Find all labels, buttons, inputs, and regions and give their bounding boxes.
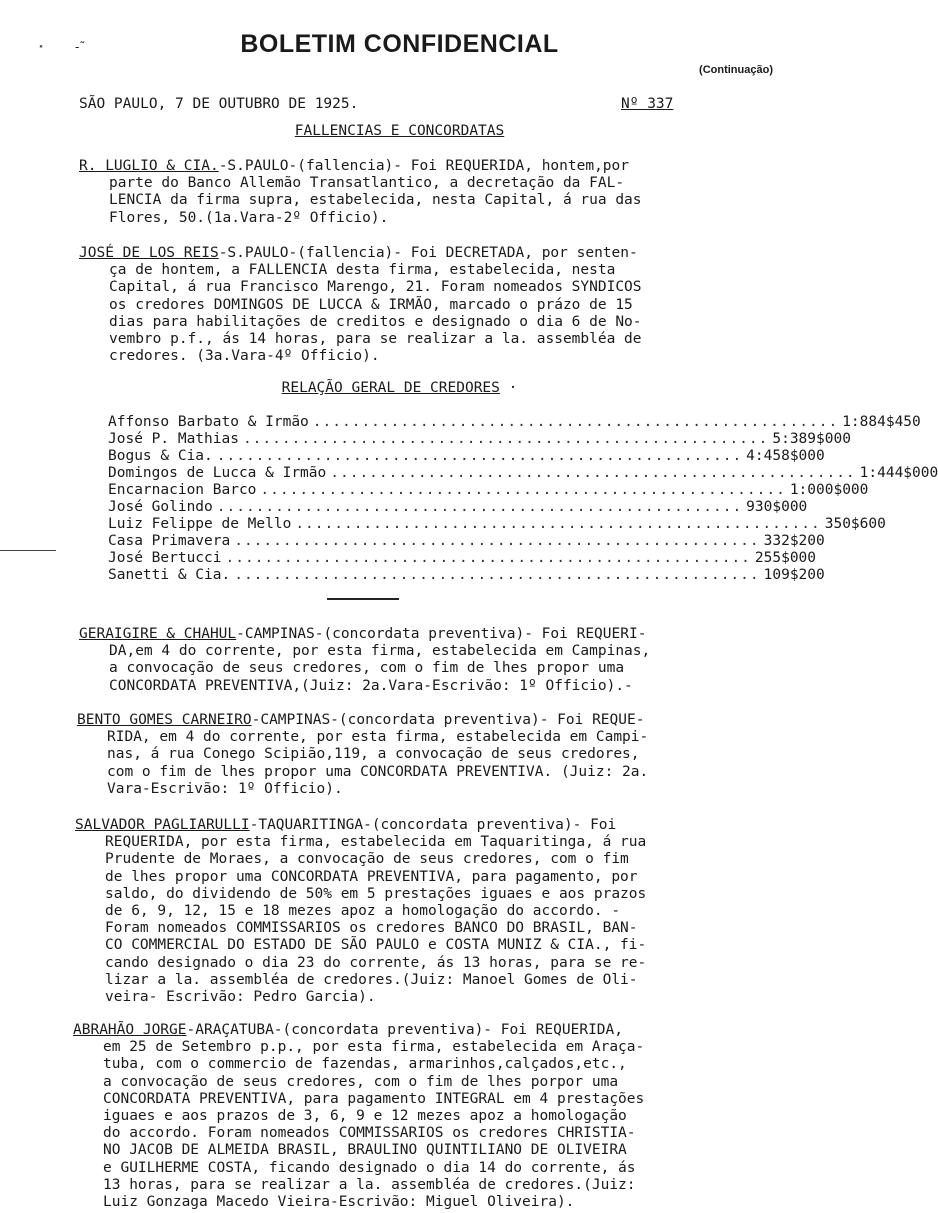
entry-line: do accordo. Foram nomeados COMMISSARIOS os credores CHRISTIA- [103, 1125, 636, 1142]
entry-line: iguaes e aos prazos de 3, 6, 9 e 12 mezes apoz a homologação [103, 1108, 627, 1125]
ink-speck: ˟ [38, 44, 44, 58]
creditor-amount: 930$000 [746, 499, 808, 515]
entry-line: 13 horas, para se realizar a la. assembléa de credores.(Juiz: [103, 1176, 636, 1193]
dateline: SÃO PAULO, 7 DE OUTUBRO DE 1925. [79, 96, 359, 112]
entry-first-text: -S.PAULO-(fallencia)- Foi DECRETADA, por senten- [218, 245, 638, 261]
creditor-row [108, 414, 921, 431]
entry-firm-name: BENTO GOMES CARNEIRO [77, 712, 252, 728]
creditor-amount: 1:000$000 [789, 482, 869, 498]
creditor-row [108, 431, 851, 448]
entry-first-text: -ARAÇATUBA-(concordata preventiva)- Foi REQUERIDA, [186, 1022, 623, 1038]
creditor-row [108, 533, 825, 550]
entry-los-reis [79, 245, 642, 365]
entry-first-line [79, 626, 650, 643]
creditor-name: José Golindo [108, 499, 213, 515]
leader-dots: ...................................................... [234, 533, 760, 549]
entry-line: em 25 de Setembro p.p., por esta firma, estabelecida em Araça- [103, 1039, 645, 1056]
entry-line: RIDA, em 4 do corrente, por esta firma, estabelecida em Campi- [107, 729, 649, 746]
creditor-name: Casa Primavera [108, 533, 231, 549]
entry-line: com o fim de lhes propor uma CONCORDATA PREVENTIVA. (Juiz: 2a. [107, 763, 649, 780]
creditor-amount: 1:444$000 [859, 465, 938, 481]
creditor-name: Domingos de Lucca & Irmão [108, 465, 327, 481]
entry-first-line [79, 158, 642, 175]
section-title [0, 123, 799, 139]
leader-dots: ...................................................... [312, 414, 839, 430]
entry-line: a convocação de seus credores, com o fim de lhes propor uma [109, 660, 625, 677]
creditor-row [108, 482, 869, 499]
leader-dots: ...................................................... [216, 448, 743, 464]
margin-mark [0, 550, 56, 551]
entry-line: dias para habilitações de creditos e designado o dia 6 de No- [109, 313, 642, 330]
entry-line: Luiz Gonzaga Macedo Vieira-Escrivão: Miguel Oliveira). [103, 1194, 575, 1211]
leader-dots: ...................................................... [225, 550, 751, 566]
creditor-name: Luiz Felippe de Mello [108, 516, 292, 532]
entry-firm-name: ABRAHÃO JORGE [73, 1022, 187, 1038]
leader-dots: ...................................................... [242, 431, 769, 447]
entry-firm-name: JOSÉ DE LOS REIS [79, 245, 219, 261]
entry-line: credores. (3a.Vara-4º Officio). [109, 348, 380, 365]
leader-dots: ...................................................... [295, 516, 821, 532]
creditor-amount: 1:884$450 [842, 414, 921, 430]
entry-abrahao [73, 1022, 644, 1211]
section-title-text: FALLENCIAS E CONCORDATAS [294, 123, 505, 139]
creditor-amount: 109$200 [763, 567, 825, 583]
entry-pagliarulli [75, 817, 646, 1006]
entry-first-text: -TAQUARITINGA-(concordata preventiva)- Foi [249, 817, 617, 833]
leader-dots: ...................................................... [216, 499, 743, 515]
entry-first-line [73, 1022, 644, 1039]
entry-first-text: -CAMPINAS-(concordata preventiva)- Foi REQUE- [251, 712, 645, 728]
entry-line: tuba, com o commercio de fazendas, armarinhos,calçados,etc., [103, 1056, 627, 1073]
leader-dots: ...................................................... [330, 465, 856, 481]
creditor-amount: 350$600 [824, 516, 886, 532]
entry-line: CONCORDATA PREVENTIVA,(Juiz: 2a.Vara-Escrivão: 1º Officio).- [109, 677, 633, 694]
creditor-name: Encarnacion Barco [108, 482, 257, 498]
creditor-row [108, 567, 825, 584]
section-divider [327, 598, 399, 600]
entry-line: vembro p.f., ás 14 horas, para se realizar a la. assembléa de [109, 331, 642, 348]
entry-line: NO JACOB DE ALMEIDA BRASIL, BRAULINO QUINTILIANO DE OLIVEIRA [103, 1142, 627, 1159]
entry-line: Prudente de Moraes, a convocação de seus credores, com o fim [105, 851, 629, 868]
creditor-name: Sanetti & Cia. [108, 567, 231, 583]
entry-line: Capital, á rua Francisco Marengo, 21. Foram nomeados SYNDICOS [109, 279, 642, 296]
entry-line: Flores, 50.(1a.Vara-2º Officio). [109, 209, 389, 226]
entry-bento [77, 712, 648, 798]
entry-line: de lhes propor uma CONCORDATA PREVENTIVA, para pagamento, por [105, 868, 638, 885]
ink-speck: -˜ [75, 40, 86, 54]
entry-first-line [75, 817, 646, 834]
creditor-row [108, 550, 817, 567]
entry-line: CO COMMERCIAL DO ESTADO DE SÃO PAULO e COSTA MUNIZ & CIA., fi- [105, 937, 647, 954]
creditor-amount: 255$000 [754, 550, 817, 566]
entry-line: saldo, do dividendo de 50% em 5 prestações iguaes e aos prazos [105, 885, 647, 902]
ink-mark: · [508, 380, 518, 396]
creditors-title [0, 380, 799, 396]
entry-geraigire [79, 626, 650, 695]
creditor-row [108, 465, 938, 482]
bulletin-title: BOLETIM CONFIDENCIAL [240, 30, 559, 58]
entry-line: nas, á rua Conego Scipião,119, a convocação de seus credores, [107, 746, 640, 763]
entry-line: LENCIA da firma supra, estabelecida, nesta Capital, á rua das [109, 192, 642, 209]
creditor-amount: 332$200 [763, 533, 825, 549]
creditor-name: José Bertucci [108, 550, 222, 566]
creditor-name: Bogus & Cia. [108, 448, 213, 464]
creditor-amount: 5:389$000 [772, 431, 851, 447]
creditor-row [108, 499, 808, 516]
creditor-name: José P. Mathias [108, 431, 239, 447]
leader-dots: ...................................................... [260, 482, 786, 498]
entry-line: de 6, 9, 12, 15 e 18 mezes apoz a homologação do accordo. - [105, 903, 621, 920]
entry-line: Vara-Escrivão: 1º Officio). [107, 780, 343, 797]
entry-line: veira- Escrivão: Pedro Garcia). [105, 989, 376, 1006]
continuation-label: (Continuação) [699, 64, 773, 76]
entry-line: DA,em 4 do corrente, por esta firma, estabelecida em Campinas, [109, 643, 651, 660]
entry-first-text: -S.PAULO-(fallencia)- Foi REQUERIDA, hontem,por [218, 158, 629, 174]
creditor-row [108, 516, 886, 533]
creditor-name: Affonso Barbato & Irmão [108, 414, 309, 430]
entry-line: Foram nomeados COMMISSARIOS os credores BANCO DO BRASIL, BAN- [105, 920, 638, 937]
creditor-row [108, 448, 825, 465]
entry-firm-name: GERAIGIRE & CHAHUL [79, 626, 237, 642]
creditor-amount: 4:458$000 [746, 448, 825, 464]
entry-first-line [77, 712, 648, 729]
creditors-list [108, 414, 938, 584]
entry-line: ça de hontem, a FALLENCIA desta firma, estabelecida, nesta [109, 262, 616, 279]
creditors-title-text: RELAÇÃO GERAL DE CREDORES [281, 380, 500, 396]
entry-line: a convocação de seus credores, com o fim de lhes porpor uma [103, 1073, 619, 1090]
entry-first-line [79, 245, 642, 262]
entry-line: os credores DOMINGOS DE LUCCA & IRMÃO, marcado o prázo de 15 [109, 296, 633, 313]
entry-luglio [79, 158, 642, 227]
entry-line: cando designado o dia 23 do corrente, ás 13 horas, para se re- [105, 954, 647, 971]
entry-firm-name: SALVADOR PAGLIARULLI [75, 817, 250, 833]
issue-number: Nº 337 [621, 96, 674, 112]
entry-firm-name: R. LUGLIO & CIA. [79, 158, 219, 174]
entry-line: parte do Banco Allemão Transatlantico, a decretação da FAL- [109, 175, 625, 192]
leader-dots: ...................................................... [234, 567, 760, 583]
entry-line: e GUILHERME COSTA, ficando designado o dia 14 do corrente, ás [103, 1159, 636, 1176]
entry-line: REQUERIDA, por esta firma, estabelecida em Taquaritinga, á rua [105, 834, 647, 851]
entry-line: CONCORDATA PREVENTIVA, para pagamento INTEGRAL em 4 prestações [103, 1090, 645, 1107]
entry-line: lizar a la. assembléa de credores.(Juiz: Manoel Gomes de Oli- [105, 971, 638, 988]
entry-first-text: -CAMPINAS-(concordata preventiva)- Foi REQUERI- [236, 626, 647, 642]
